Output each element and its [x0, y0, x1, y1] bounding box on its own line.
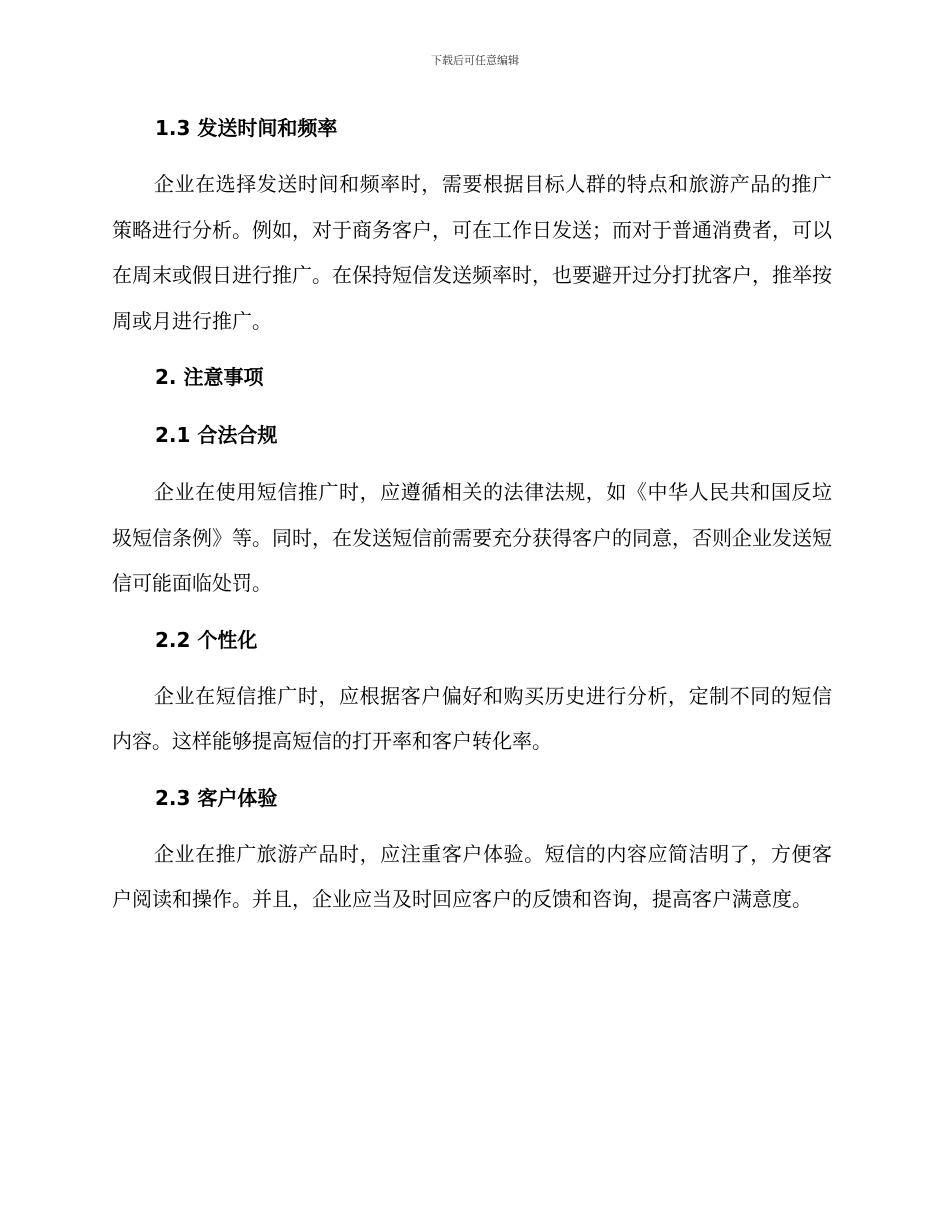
section-heading: 2.1 合法合规	[155, 423, 278, 447]
section-paragraph: 企业在使用短信推广时，应遵循相关的法律法规，如《中华人民共和国反垃圾短信条例》等。同时，在发送短信前需要充分获得客户的同意，否则企业发送短信可能面临处罚。	[112, 480, 832, 595]
section-heading: 2.2 个性化	[155, 627, 258, 652]
section-paragraph: 企业在选择发送时间和频率时，需要根据目标人群的特点和旅游产品的推广策略进行分析。例如，对于商务客户，可在工作日发送；而对于普通消费者，可以在周末或假日进行推广。在保持短信发送频率时，也要避开过分打扰客户，推举按周或月进行推广。	[112, 172, 832, 333]
page-header: 下载后可任意编辑	[431, 54, 519, 67]
section-paragraph: 企业在短信推广时，应根据客户偏好和购买历史进行分析，定制不同的短信内容。这样能够提高短信的打开率和客户转化率。	[112, 683, 832, 753]
section-paragraph: 企业在推广旅游产品时，应注重客户体验。短信的内容应简洁明了，方便客户阅读和操作。并且，企业应当及时回应客户的反馈和咨询，提高客户满意度。	[112, 841, 832, 911]
section-heading: 1.3 发送时间和频率	[155, 116, 338, 140]
section-heading: 2.3 客户体验	[155, 785, 278, 810]
section-heading: 2. 注意事项	[155, 365, 264, 389]
document-body	[112, 111, 832, 923]
